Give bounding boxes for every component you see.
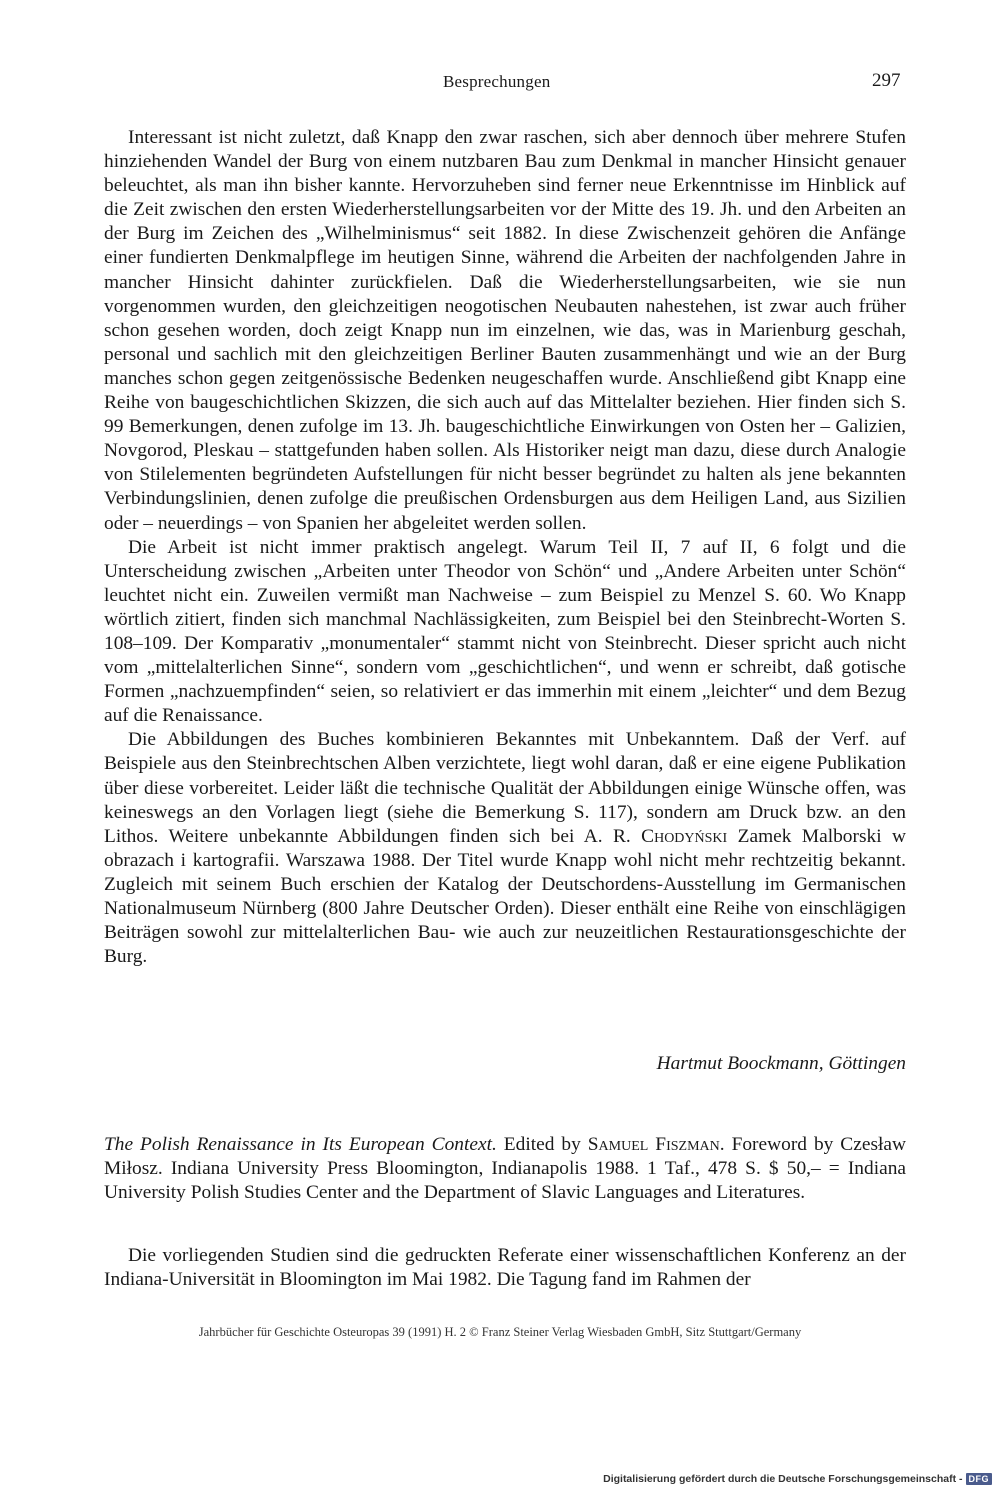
dfg-credit (603, 1471, 992, 1487)
page-number: 297 (872, 70, 901, 91)
paragraph-3 (104, 728, 906, 969)
running-head (0, 72, 1000, 96)
dfg-credit-text: Digitalisierung gefördert durch die Deutsche Forschungsgemeinschaft - (603, 1473, 963, 1485)
new-review-body (104, 1244, 906, 1292)
publication-details: . Foreword by Czesław Miłosz. Indiana University Press Bloomington, Indianapolis 1988. 1 Taf., 478 S. $ 50,– = Indiana University Polish Studies Center and the Department of Slavic Languages and Literatures. (104, 1134, 906, 1204)
editor-name: Samuel Fiszman (587, 1134, 720, 1155)
dfg-logo-icon: DFG (966, 1473, 993, 1485)
reviewer-signature: Hartmut Boockmann, Göttingen (656, 1053, 906, 1074)
paragraph-3-part-2: Zamek Malborski w obrazach i kartografii. Warszawa 1988. Der Titel wurde Knapp wohl nicht mehr rechtzeitig bekannt. Zugleich mit seinem Buch erschien der Katalog der Deutschordens-Ausstellung im Germanischen Nationalmuseum Nürnberg (800 Jahre Deutscher Orden). Dieser enthält eine Reihe von einschlägigen Beiträgen sowohl zur mittelalterlichen Bau- wie auch zur neuzeitlichen Restaurationsgeschichte der Burg. (104, 825, 906, 968)
running-title: Besprechungen (443, 72, 551, 91)
review-continuation (104, 126, 906, 969)
paragraph-1: Interessant ist nicht zuletzt, daß Knapp den zwar raschen, sich aber dennoch über mehrere Stufen hinziehenden Wandel der Burg von einem nutzbaren Bau zum Denkmal in mancher Hinsicht genauer beleuchtet, als man ihn bisher kannte. Hervorzuheben sind ferner neue Erkenntnisse im Hinblick auf die Zeit zwischen den ersten Wiederherstellungsarbeiten vor der Mitte des 19. Jh. und den Arbeiten an der Burg im Zeichen des „Wilhelminismus“ seit 1882. In diese Zwischenzeit gehören die Anfänge einer fundierten Denkmalpflege im heutigen Sinne, während die Arbeiten der nachfolgenden Jahre in mancher Hinsicht dahinter zurückfielen. Daß die Wiederherstellungsarbeiten, wie sie nun vorgenommen wurden, den gleichzeitigen neogotischen Neubauten nahestehen, ist zwar auch früher schon gesehen worden, doch zeigt Knapp nun im einzelnen, wie das, was in Marienburg geschah, personal und sachlich mit den gleichzeitigen Berliner Bauten zusammenhängt und wie an der Burg manches schon gegen zeitgenössische Bedenken neugeschaffen wurde. Anschließend gibt Knapp eine Reihe von baugeschichtlichen Skizzen, die sich auch auf das Mittelalter beziehen. Hier finden sich S. 99 Bemerkungen, denen zufolge im 13. Jh. baugeschichtliche Einwirkungen von Osten her – Galizien, Novgorod, Pleskau – stattgefunden haben sollen. Als Historiker neigt man dazu, diese durch Analogie von Stilelementen begründeten Aufstellungen für nicht besser begründet zu halten als jene bekannten Verbindungslinien, denen zufolge die preußischen Ordensburgen aus dem Heiligen Land, aus Sizilien oder – neuerdings – von Spanien her abgeleitet werden sollen. (104, 127, 906, 534)
new-review-header (104, 1133, 906, 1206)
new-review-opening-paragraph: Die vorliegenden Studien sind die gedruckten Referate einer wissenschaftlichen Konferenz an der Indiana-Universität in Bloomington im Mai 1982. Die Tagung fand im Rahmen der (104, 1245, 906, 1291)
book-title: The Polish Renaissance in Its European Context. (104, 1134, 497, 1155)
edited-by-label: Edited by (496, 1134, 588, 1155)
author-name-chodynski: Chodyński (641, 825, 728, 847)
journal-footer: Jahrbücher für Geschichte Osteuropas 39 (1991) H. 2 © Franz Steiner Verlag Wiesbaden GmbH, Sitz Stuttgart/Germany (198, 1325, 802, 1339)
paragraph-3-part-1: Die Abbildungen des Buches kombinieren Bekanntes mit Unbekanntem. Daß der Verf. auf Beispiele aus den Steinbrechtschen Alben verzichtete, liegt wohl daran, daß er eine eigene Publikation über diese vorbereitet. Leider läßt die technische Qualität der Abbildungen einige Wünsche offen, was keineswegs an den Vorlagen liegt (siehe die Bemerkung S. 117), sondern am Druck bzw. an den Lithos. Weitere unbekannte Abbildungen finden sich bei A. R. (104, 729, 906, 847)
paragraph-2: Die Arbeit ist nicht immer praktisch angelegt. Warum Teil II, 7 auf II, 6 folgt und die Unterscheidung zwischen „Arbeiten unter Theodor von Schön“ und „Andere Arbeiten unter Schön“ leuchtet nicht ein. Zuweilen vermißt man Nachweise – zum Beispiel zu Menzel S. 60. Wo Knapp wörtlich zitiert, finden sich manchmal Nachlässigkeiten, zum Beispiel bei den Steinbrecht-Worten S. 108–109. Der Komparativ „monumentaler“ stammt nicht von Steinbrecht. Dieser spricht auch nicht vom „mittelalterlichen Sinne“, sondern vom „geschichtlichen“, und wenn er schreibt, daß gotische Formen „nachzuempfinden“ seien, so relativiert er das immerhin mit einem „leichter“ und dem Bezug auf die Renaissance. (104, 536, 906, 727)
